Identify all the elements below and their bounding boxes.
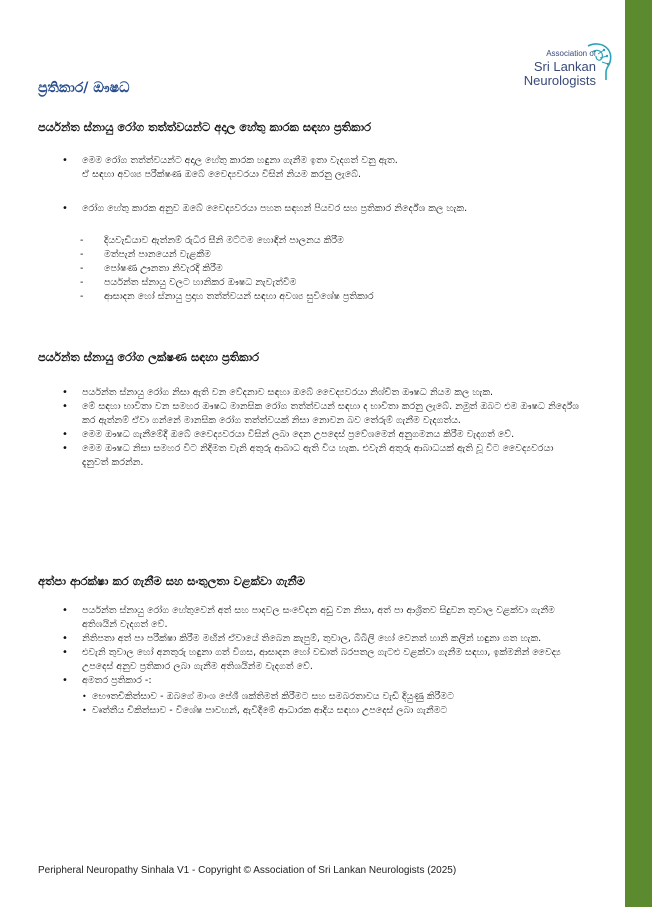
measure-text: පර්යන්ත ස්නායු වලට හානිකර ඖෂධ නැවැත්වීම — [104, 277, 297, 288]
bullet-text: අමතර ප්‍රතිකාර -: — [82, 675, 152, 686]
list-item — [80, 290, 560, 304]
measure-text: මත්පැන් පානයෙන් වැළකීම — [104, 249, 211, 260]
section-1-bullets — [62, 154, 582, 182]
list-item — [80, 262, 560, 276]
brain-head-icon — [582, 42, 614, 86]
dash-icon: - — [80, 249, 84, 260]
bullet-text: රෝග හේතු කාරක අනුව ඔබේ වෛද්‍යවරයා පහත සඳහන් පියවර සහ ප්‍රතිකාර නිර්දේශ කල හැක. — [82, 203, 468, 214]
list-item — [80, 234, 560, 248]
section-1-heading: පර්යන්ත ස්නායු රෝග තත්ත්වයන්ට අදාල හේතු කාරක සඳහා ප්‍රතිකාර — [38, 120, 372, 134]
bullet-icon: • — [62, 647, 68, 658]
dash-icon: - — [80, 263, 84, 274]
bullet-icon: • — [62, 443, 68, 454]
bullet-text: මේ සඳහා භාවිතා වන සමහර ඖෂධ මානසික රෝග තත්ත්වයන් සඳහා ද භාවිතා කරනු ලැබේ. නමුත් ඔබට එම ඖෂධ නිර්දේශ කර ඇත්නම් ඒවා ගන්නේ මානසික රෝග තත්ත්වයක් නිසා නොවන බව තේරුම් ගැනීම වැදගත්ය. — [82, 401, 579, 426]
logo-line-1: Association of — [546, 49, 596, 58]
bullet-icon: • — [62, 203, 68, 214]
list-item — [82, 704, 582, 718]
bullet-text: මෙම ඖෂධ නිසා සමහර විට නිදිමත වැනි අතුරු ආබාධ ඇති විය හැක. එවැනි අතුරු ආබාධයක් ඇති වූ විට වෛද්‍යවරයා දැනුවත් කරන්න. — [82, 443, 554, 468]
list-item — [62, 428, 582, 442]
decorative-side-bar — [625, 0, 652, 907]
association-logo — [508, 40, 618, 90]
logo-line-2: Sri Lankan — [533, 59, 596, 74]
bullet-text: නිතිපතා අත් පා පරීක්ෂා කිරීම මඟින් ඒවායේ තිබෙන කැපුම්, තුවාල, බිබිලි හෝ වෙනත් හානි කලින් හඳුනා ගත හැක. — [82, 633, 542, 644]
treatment-text: වෘත්තීය චිකිත්සාව - විශේෂ පාවහන්, ඇවිදීමේ ආධාරක ආදිය සඳහා උපදෙස් ලබා ගැනීමට — [92, 705, 448, 716]
bullet-text: එවැනි තුවාල හෝ අනතුරු හඳුනා ගත් විගස, ආසාදන හෝ වඩාත් බරපතල ගැටළු වළක්වා ගැනීම සඳහා, ඉක්මනින් වෛද්‍ය උපදෙස් අනුව ප්‍රතිකාර ලබා ගැනීම අතිශයින්ම වැදගත් වේ. — [82, 647, 561, 672]
treatment-text: භෞතචිකිත්සාව - ඔබගේ මාංශ පේශී ශක්තිමත් කිරීමට සහ සමබරතාවය වැඩි දියුණු කිරීමට — [92, 691, 454, 702]
section-3-bullets — [62, 604, 582, 718]
page-title: ප්‍රතිකාර/ ඖෂධ — [38, 80, 130, 96]
list-item — [62, 386, 582, 400]
list-item — [62, 632, 582, 646]
measure-text: ආසාදන හෝ ස්නායු ප්‍රදාහ තත්ත්වයන් සඳහා අවශ්‍ය සුවිශේෂ ප්‍රතිකාර — [104, 291, 374, 302]
section-1-measures — [80, 234, 560, 304]
list-item — [62, 400, 582, 428]
bullet-text: මෙම රෝග තත්ත්වයන්ට අදාල හේතු කාරක හඳුනා ගැනීම ඉතා වැදගත් වනු ඇත. — [82, 155, 398, 166]
list-item — [62, 674, 582, 718]
list-item — [62, 442, 582, 470]
bullet-icon: • — [62, 155, 68, 166]
dash-icon: - — [80, 291, 84, 302]
additional-treatments — [82, 690, 582, 718]
bullet-icon: • — [82, 692, 87, 701]
bullet-text: ඒ සඳහා අවශ්‍ය පරීක්ෂණ ඔබේ වෛද්‍යවරයා විසින් නියම කරනු ලැබේ. — [82, 169, 362, 180]
list-item — [80, 248, 560, 262]
list-item — [80, 276, 560, 290]
bullet-icon: • — [62, 675, 68, 686]
bullet-text: පර්යන්ත ස්නායු රෝග නිසා ඇති වන වේදනාව සඳහා ඔබේ වෛද්‍යවරයා නිශ්චිත ඖෂධ නියම කල හැක. — [82, 387, 494, 398]
bullet-icon: • — [82, 706, 87, 715]
bullet-icon: • — [62, 633, 68, 644]
list-item — [62, 202, 582, 216]
list-item — [62, 646, 582, 674]
bullet-text: මෙම ඖෂධ ගැනීමේදී ඔබේ වෛද්‍යවරයා විසින් ලබා දෙන උපදෙස් ප්‍රවේශමෙන් අනුගමනය කිරීම වැදගත් වේ. — [82, 429, 515, 440]
section-2-heading: පර්යන්ත ස්නායු රෝග ලක්ෂණ සඳහා ප්‍රතිකාර — [38, 350, 260, 364]
measure-text: දියවැඩියාව ඇත්නම් රුධිර සීනි මට්ටම හොඳින් පාලනය කිරීම — [104, 235, 344, 246]
section-2-bullets — [62, 386, 582, 470]
list-item — [62, 154, 582, 182]
bullet-icon: • — [62, 387, 68, 398]
logo-line-3: Neurologists — [523, 73, 596, 88]
list-item — [62, 604, 582, 632]
bullet-icon: • — [62, 605, 68, 616]
dash-icon: - — [80, 277, 84, 288]
measure-text: පෝෂණ ඌනතා නිවැරදි කිරීම — [104, 263, 223, 274]
list-item — [82, 690, 582, 704]
dash-icon: - — [80, 235, 84, 246]
section-3-heading: අත්පා ආරක්ෂා කර ගැනීම සහ සංතුලතා වළක්වා ගැනීම — [38, 574, 306, 588]
bullet-icon: • — [62, 401, 68, 412]
section-1-bullets-2 — [62, 202, 582, 216]
bullet-icon: • — [62, 429, 68, 440]
bullet-text: පර්යන්ත ස්නායු රෝග හේතුවෙන් අත් සහ පාදවල සංවේදන අඩු වන නිසා, අත් පා ආශ්‍රිතව සිදුවන තුවාල වළක්වා ගැනීම අතිශයින් වැදගත් වේ. — [82, 605, 555, 630]
footer-copyright: Peripheral Neuropathy Sinhala V1 - Copyright © Association of Sri Lankan Neurologists (2025) — [38, 865, 457, 876]
